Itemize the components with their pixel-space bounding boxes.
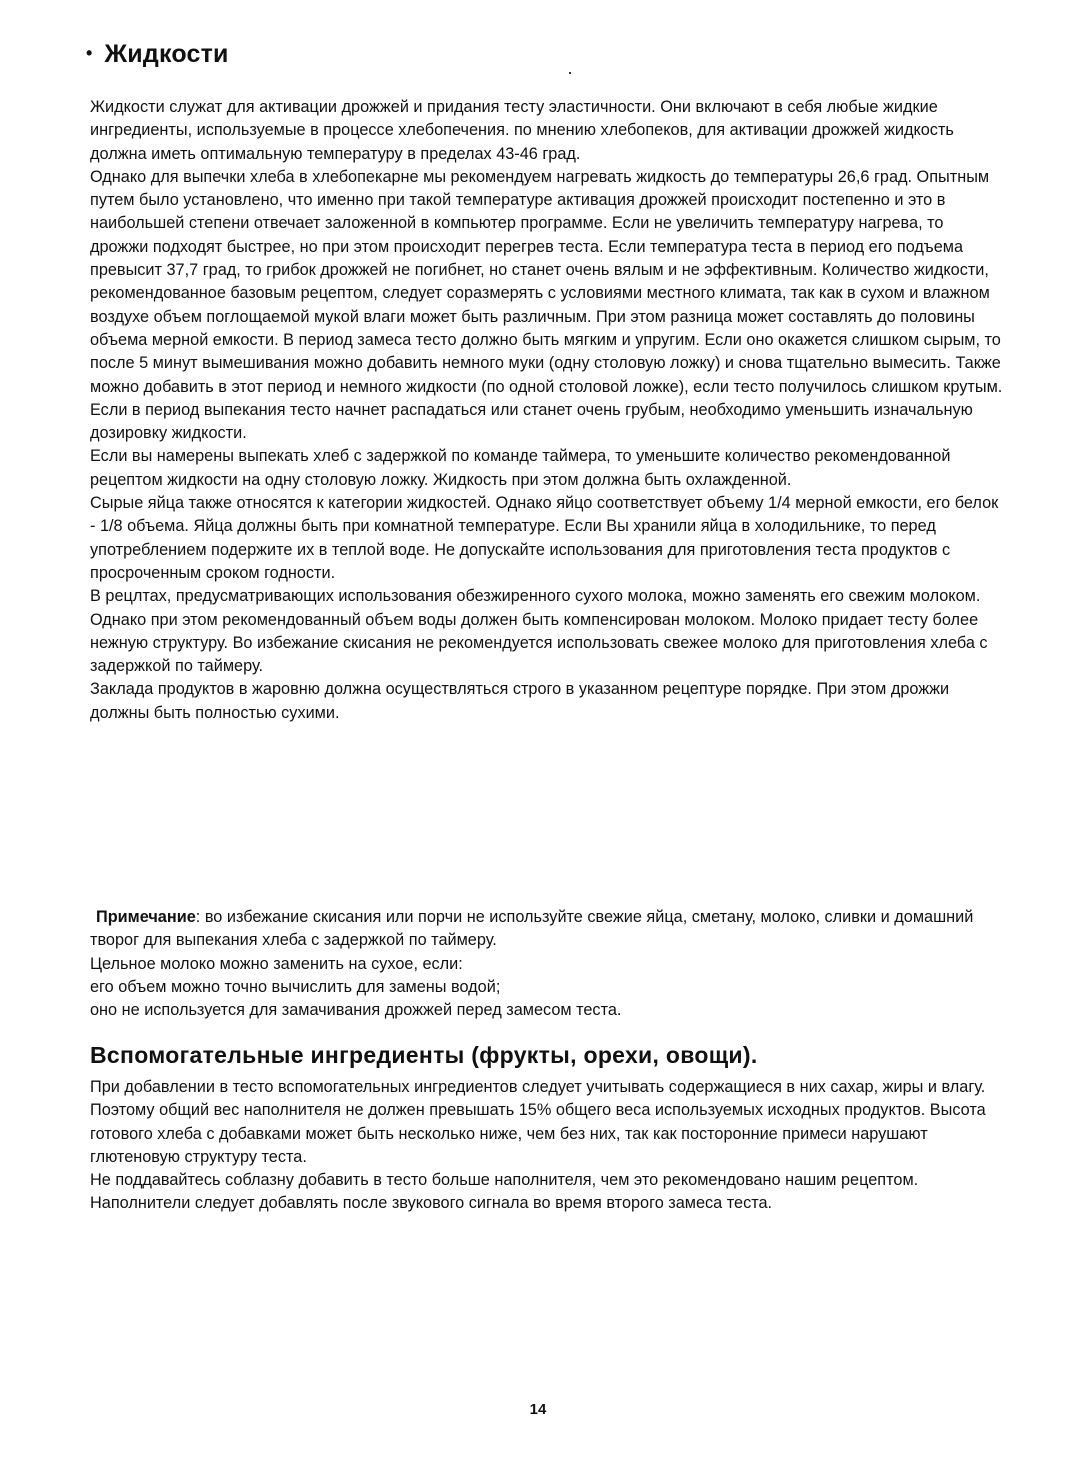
page-number: 14 (529, 1401, 547, 1418)
section-heading-auxiliary: Вспомогательные ингредиенты (фрукты, орехи, овощи). (90, 1042, 758, 1068)
paragraph: Не поддавайтесь соблазну добавить в тесто больше наполнителя, чем это рекомендовано нашим рецептом. Наполнители следует добавлять после звукового сигнала во время второго замеса теста. (90, 1171, 919, 1213)
paragraph: Заклада продуктов в жаровню должна осуществляться строго в указанном рецептуре порядке. При этом дрожжи должны быть полностью сухими. (90, 680, 950, 722)
note-label: Примечание (96, 908, 196, 926)
paragraph: Однако для выпечки хлеба в хлебопекарне мы рекомендуем нагревать жидкость до температуры 26,6 град. Опытным путем было установлено, что именно при такой температуре активация дрожжей происходит постепенно и это в наибольшей степени отвечает заложенной в компьютер программе. Если не увеличить температуру нагрева, то дрожжи подходят быстрее, но при этом происходит перегрев теста. Если температура теста в период его подъема превысит 37,7 град, то грибок дрожжей не погибнет, но станет очень вялым и не эффективным. Количество жидкости, рекомендованное базовым рецептом, следует соразмерять с условиями местного климата, так как в сухом и влажном воздухе объем поглощаемой мукой влаги может быть различным. При этом разница может составлять до половины объема мерной емкости. В период замеса тесто должно быть мягким и упругим. Если оно окажется слишком сырым, то после 5 минут вымешивания можно добавить немного муки (одну столовую ложку) и снова тщательно вымесить. Также можно добавить в этот период и немного жидкости (по одной столовой ложке), если тесто получилось слишком крутым. (90, 167, 1003, 396)
section-heading-text: Жидкости (104, 40, 229, 68)
auxiliary-body (90, 1076, 1005, 1216)
paragraph: При добавлении в тесто вспомогательных ингредиентов следует учитывать содержащиеся в них сахар, жиры и влагу. Поэтому общий вес наполнителя не должен превышать 15% общего веса используемых исходных продуктов. Высота готового хлеба с добавками может быть несколько ниже, чем без них, так как посторонние примеси нарушают глютеновую структуру теста. (90, 1078, 986, 1166)
note-line: Цельное молоко можно заменить на сухое, если: (90, 954, 463, 973)
paragraph: Жидкости служат для активации дрожжей и придания тесту эластичности. Они включают в себя любые жидкие ингредиенты, используемые в процессе хлебопечения. по мнению хлебопеков, для активации дрожжей жидкость должна иметь оптимальную температуру в пределах 43-46 град. (90, 98, 954, 163)
paragraph: В рецлтах, предусматривающих использования обезжиренного сухого молока, можно заменять его свежим молоком. Однако при этом рекомендованный объем воды должен быть компенсирован молоком. Молоко придает тесту более нежную структуру. Во избежание скисания не рекомендуется использовать свежее молоко для приготовления хлеба с задержкой по таймеру. (90, 587, 988, 676)
liquids-body (90, 96, 1005, 725)
note-line: его объем можно точно вычислить для замены водой; (90, 977, 501, 996)
paragraph: Сырые яйца также относятся к категории жидкостей. Однако яйцо соответствует объему 1/4 мерной емкости, его белок - 1/8 объема. Яйца должны быть при комнатной температуре. Если Вы хранили яйца в холодильнике, то перед употреблением подержите их в теплой воде. Не допускайте использования для приготовления теста продуктов с просроченным сроком годности. (90, 494, 999, 582)
note-block (90, 906, 1005, 1022)
paragraph: Если вы намерены выпекать хлеб с задержкой по команде таймера, то уменьшите количество рекомендованной рецептом жидкости на одну столовую ложку. Жидкость при этом должна быть охлажденной. (90, 447, 951, 489)
paragraph: Если в период выпекания тесто начнет распадаться или станет очень грубым, необходимо уменьшить изначальную дозировку жидкости. (90, 400, 973, 443)
scan-speck (569, 72, 571, 74)
note-line: оно не используется для замачивания дрожжей перед замесом теста. (90, 1001, 622, 1020)
note-paragraph (90, 906, 1005, 953)
section-heading-liquids (86, 40, 229, 69)
bullet-icon: • (86, 42, 93, 63)
note-text: : во избежание скисания или порчи не используйте свежие яйца, сметану, молоко, сливки и домашний творог для выпекания хлеба с задержкой по таймеру. (90, 908, 974, 950)
